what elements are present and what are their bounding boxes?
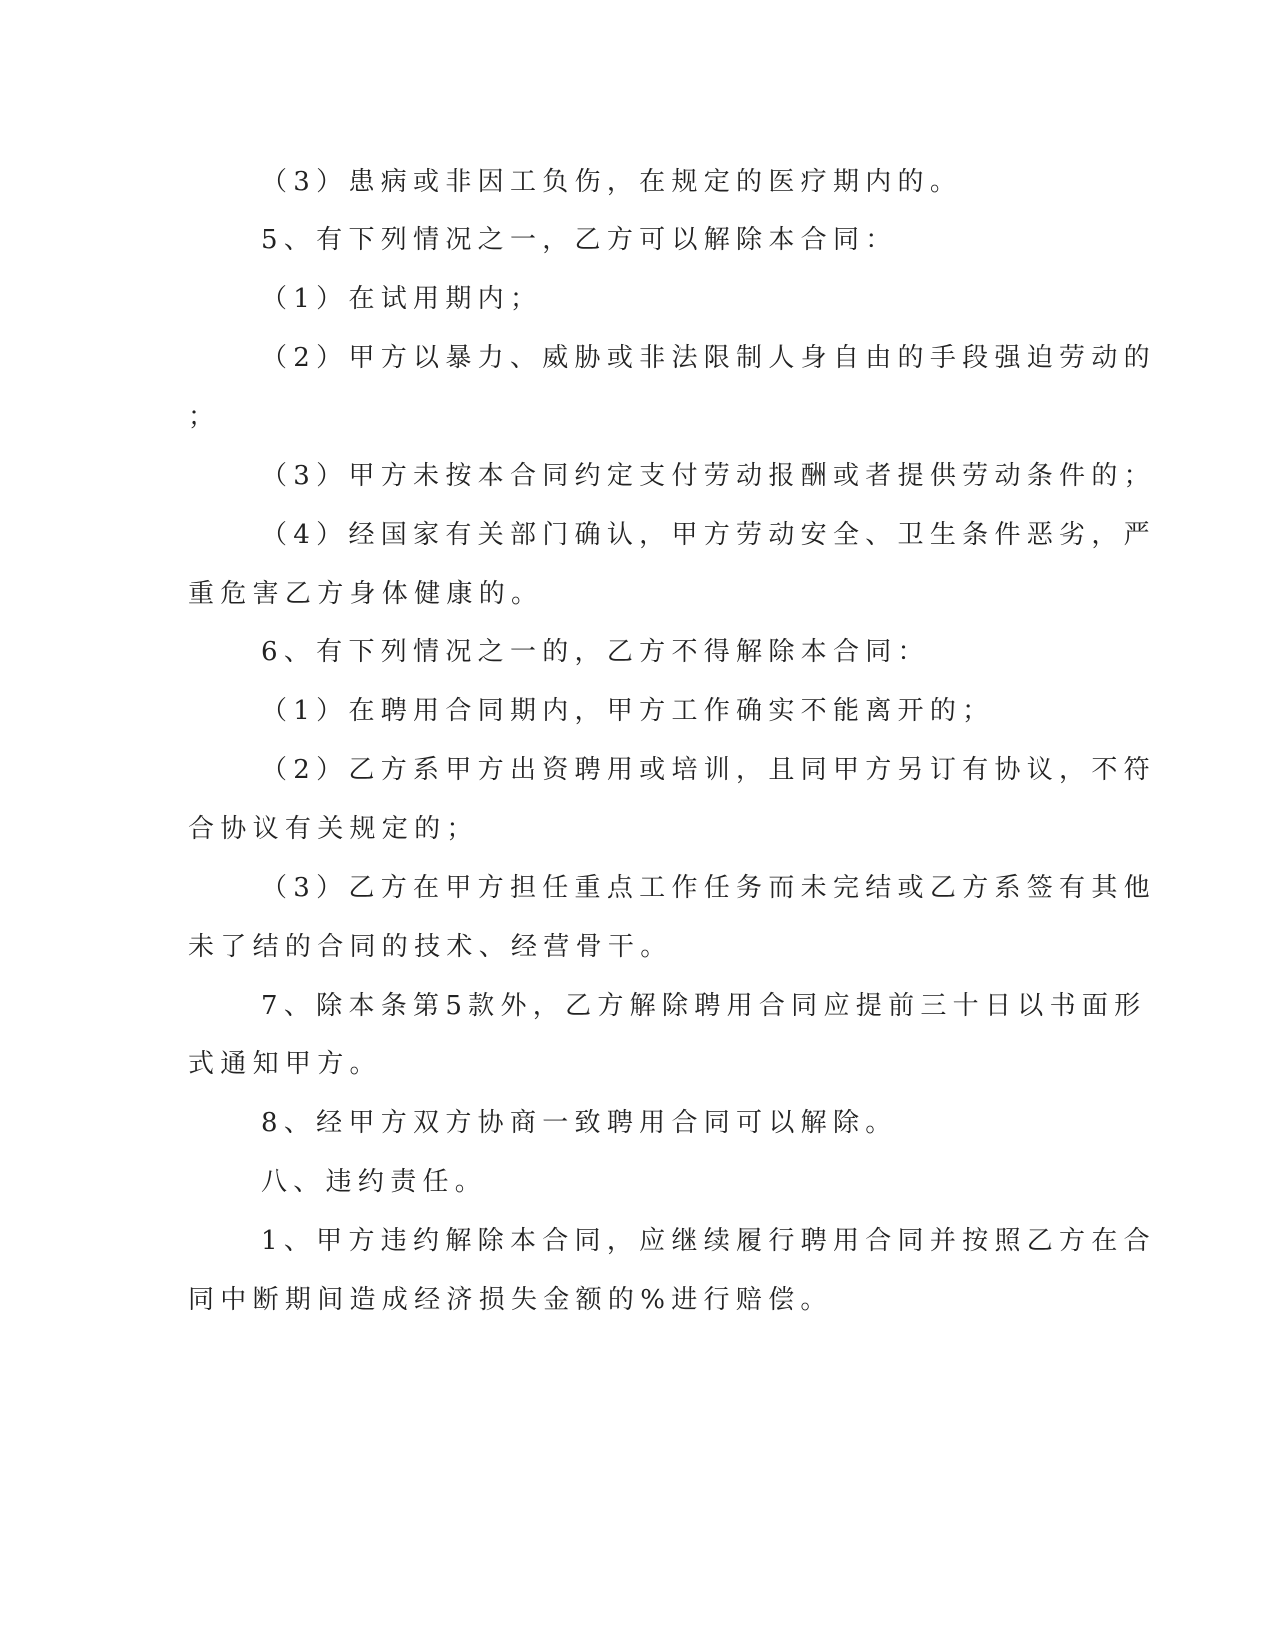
text-line: （1）在聘用合同期内，甲方工作确实不能离开的；	[261, 696, 995, 726]
text-line: ；	[188, 402, 221, 432]
text-line: （3）患病或非因工负伤，在规定的医疗期内的。	[261, 167, 963, 197]
text-line: （3）乙方在甲方担任重点工作任务而未完结或乙方系签有其他	[261, 873, 1156, 903]
text-line: 7、除本条第5款外，乙方解除聘用合同应提前三十日以书面形	[261, 991, 1147, 1021]
text-line: （2）甲方以暴力、威胁或非法限制人身自由的手段强迫劳动的	[261, 343, 1156, 373]
text-line: 八、违约责任。	[261, 1167, 488, 1197]
text-line: （4）经国家有关部门确认，甲方劳动安全、卫生条件恶劣，严	[261, 520, 1156, 550]
text-line: （1）在试用期内；	[261, 284, 543, 314]
text-line: （3）甲方未按本合同约定支付劳动报酬或者提供劳动条件的；	[261, 461, 1156, 491]
text-line: 式通知甲方。	[188, 1049, 382, 1079]
text-line: 1、甲方违约解除本合同，应继续履行聘用合同并按照乙方在合	[261, 1226, 1156, 1256]
text-line: 未了结的合同的技术、经营骨干。	[188, 932, 673, 962]
text-line: 8、经甲方双方协商一致聘用合同可以解除。	[261, 1108, 898, 1138]
text-line: 重危害乙方身体健康的。	[188, 579, 544, 609]
text-line: 合协议有关规定的；	[188, 814, 479, 844]
text-line: 6、有下列情况之一的，乙方不得解除本合同：	[261, 637, 930, 667]
text-line: 同中断期间造成经济损失金额的%进行赔偿。	[188, 1285, 833, 1315]
text-line: （2）乙方系甲方出资聘用或培训，且同甲方另订有协议，不符	[261, 755, 1156, 785]
text-line: 5、有下列情况之一，乙方可以解除本合同：	[261, 225, 898, 255]
